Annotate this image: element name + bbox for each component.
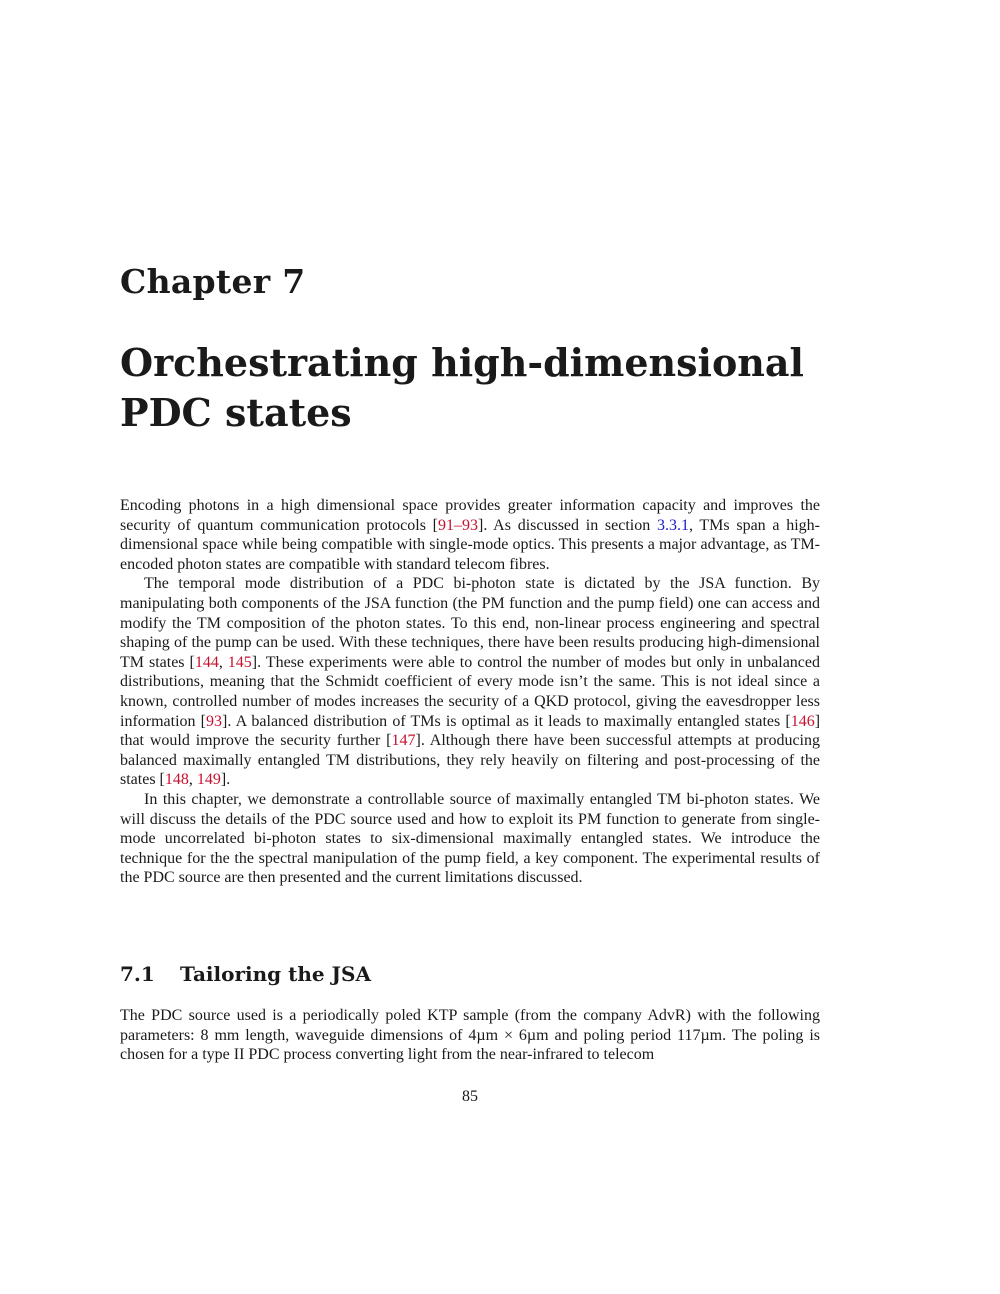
- citation-link[interactable]: 147: [391, 732, 416, 750]
- text-run: ]. These experiments were able to control the number of modes but only in unbalanced distributions, meaning that the Schmidt coefficient of every mode isn’t the same. This is not ideal since a known, controlled number of modes increases the security of a QKD protocol, giving the eavesdropper less information [: [120, 653, 820, 730]
- paragraph-1: [120, 496, 820, 574]
- section-paragraph: The PDC source used is a periodically poled KTP sample (from the company AdvR) with the following parameters: 8 mm length, waveguide dimensions of 4µm × 6µm and poling period 117µm. The poling is chosen for a type II PDC process converting light from the near-infrared to telecom: [120, 1007, 820, 1064]
- citation-link[interactable]: 145: [227, 653, 252, 671]
- citation-link[interactable]: 91–93: [438, 516, 479, 534]
- text-run: ,: [218, 653, 228, 671]
- paragraph-2: [120, 574, 820, 790]
- text-run: ]. A balanced distribution of TMs is optimal as it leads to maximally entangled states [: [222, 712, 791, 730]
- text-run: ]. As discussed in section: [478, 516, 657, 534]
- section-title: Tailoring the JSA: [180, 962, 371, 986]
- citation-link[interactable]: 149: [196, 771, 221, 789]
- text-run: ,: [188, 771, 197, 789]
- citation-link[interactable]: 144: [194, 653, 219, 671]
- page-number: 85: [462, 1088, 478, 1105]
- citation-link[interactable]: 93: [206, 712, 223, 730]
- citation-link[interactable]: 148: [164, 771, 189, 789]
- section-heading: [120, 962, 371, 986]
- chapter-title: Orchestrating high-dimensional PDC states: [120, 340, 804, 435]
- section-reference-link[interactable]: 3.3.1: [656, 516, 689, 534]
- section-body: [120, 1006, 820, 1065]
- text-run: , TMs span a high-dimensional space while being compatible with single-mode optics. This presents a major advantage, as TM-encoded photon states are compatible with standard telecom fibres.: [120, 516, 821, 573]
- text-run: ] that would improve the security further [: [120, 712, 821, 750]
- text-run: Encoding photons in a high dimensional space provides greater information capacity and improves the security of quantum communication protocols [: [120, 497, 820, 534]
- paragraph-3: In this chapter, we demonstrate a controllable source of maximally entangled TM bi-photon states. We will discuss the details of the PDC source used and how to exploit its PM function to generate from single-mode uncorrelated bi-photon states to six-dimensional maximally entangled states. We introduce the technique for the the spectral manipulation of the pump field, a key component. The experimental results of the PDC source are then presented and the current limitations discussed.: [120, 790, 820, 887]
- citation-link[interactable]: 146: [790, 712, 815, 730]
- text-run: The temporal mode distribution of a PDC bi-photon state is dictated by the JSA function. By manipulating both components of the JSA function (the PM function and the pump field) one can access and modify the TM composition of the photon states. To this end, non-linear process engineering and spectral shaping of the pump can be used. With these techniques, there have been results producing high-dimensional TM states [: [120, 575, 820, 671]
- section-number: 7.1: [120, 962, 155, 986]
- chapter-intro: [120, 496, 820, 888]
- text-run: ].: [220, 771, 231, 789]
- chapter-label: Chapter 7: [120, 262, 306, 301]
- text-run: ]. Although there have been successful attempts at producing balanced maximally entangled TM distributions, they rely heavily on filtering and post-processing of the states [: [120, 732, 820, 789]
